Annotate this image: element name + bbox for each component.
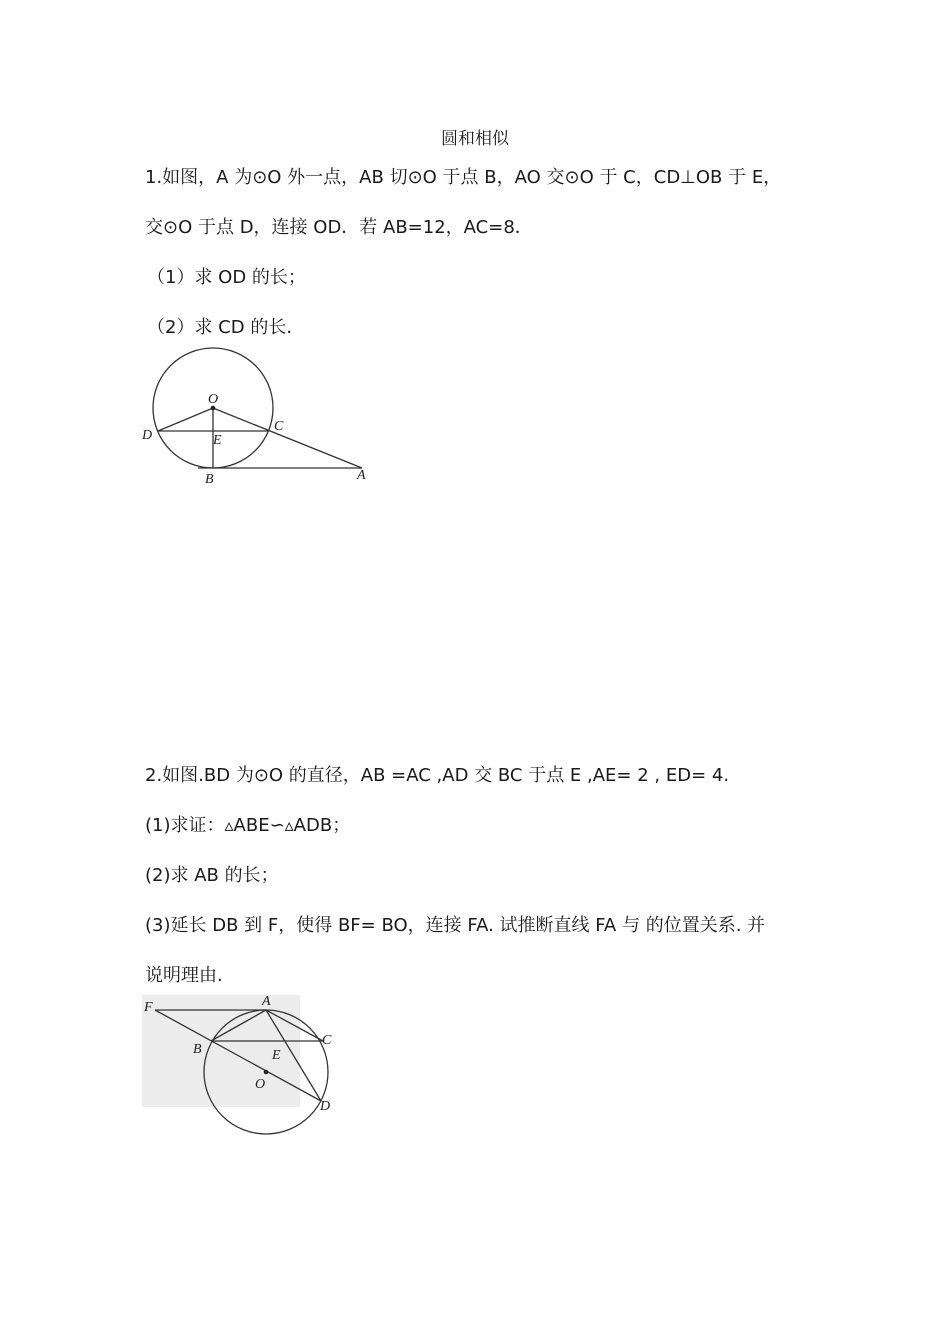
label-f: F (144, 1000, 153, 1015)
problem2-question1: (1)求证：▵ABE∽▵ADB； (145, 815, 351, 836)
problem1-figure (138, 340, 378, 490)
segment-oa (213, 408, 362, 468)
label-e: E (272, 1048, 281, 1063)
label-b: B (205, 472, 214, 487)
problem2-question3-continued: 说明理由. (145, 965, 223, 986)
page-title: 圆和相似 (441, 129, 509, 149)
label-o: O (208, 392, 219, 407)
segment-od (158, 408, 213, 431)
problem1-question1: （1）求 OD 的长； (147, 267, 306, 288)
label-c: C (322, 1033, 332, 1048)
label-e: E (213, 433, 222, 448)
center-dot (264, 1070, 269, 1075)
label-d: D (320, 1099, 331, 1114)
problem2-question2: (2)求 AB 的长； (145, 865, 279, 886)
problem2-statement: 2.如图.BD 为⊙O 的直径，AB =AC ,AD 交 BC 于点 E ,AE= 2 , ED= 4. (145, 765, 730, 786)
problem1-question2: （2）求 CD 的长． (147, 317, 305, 338)
problem1-statement-line2: 交⊙O 于点 D，连接 OD．若 AB=12，AC=8． (145, 217, 533, 238)
label-a: A (262, 994, 271, 1009)
label-b: B (193, 1042, 202, 1057)
label-a: A (357, 468, 366, 483)
problem2-figure (142, 993, 344, 1138)
label-d: D (142, 428, 153, 443)
label-c: C (274, 419, 284, 434)
label-o: O (255, 1077, 266, 1092)
problem2-question3: (3)延长 DB 到 F，使得 BF= BO，连接 FA. 试推断直线 FA 与 的位置关系. 并 (145, 915, 766, 936)
problem1-statement-line1: 1.如图，A 为⊙O 外一点，AB 切⊙O 于点 B，AO 交⊙O 于 C，CD⊥OB 于 E， (145, 167, 782, 188)
